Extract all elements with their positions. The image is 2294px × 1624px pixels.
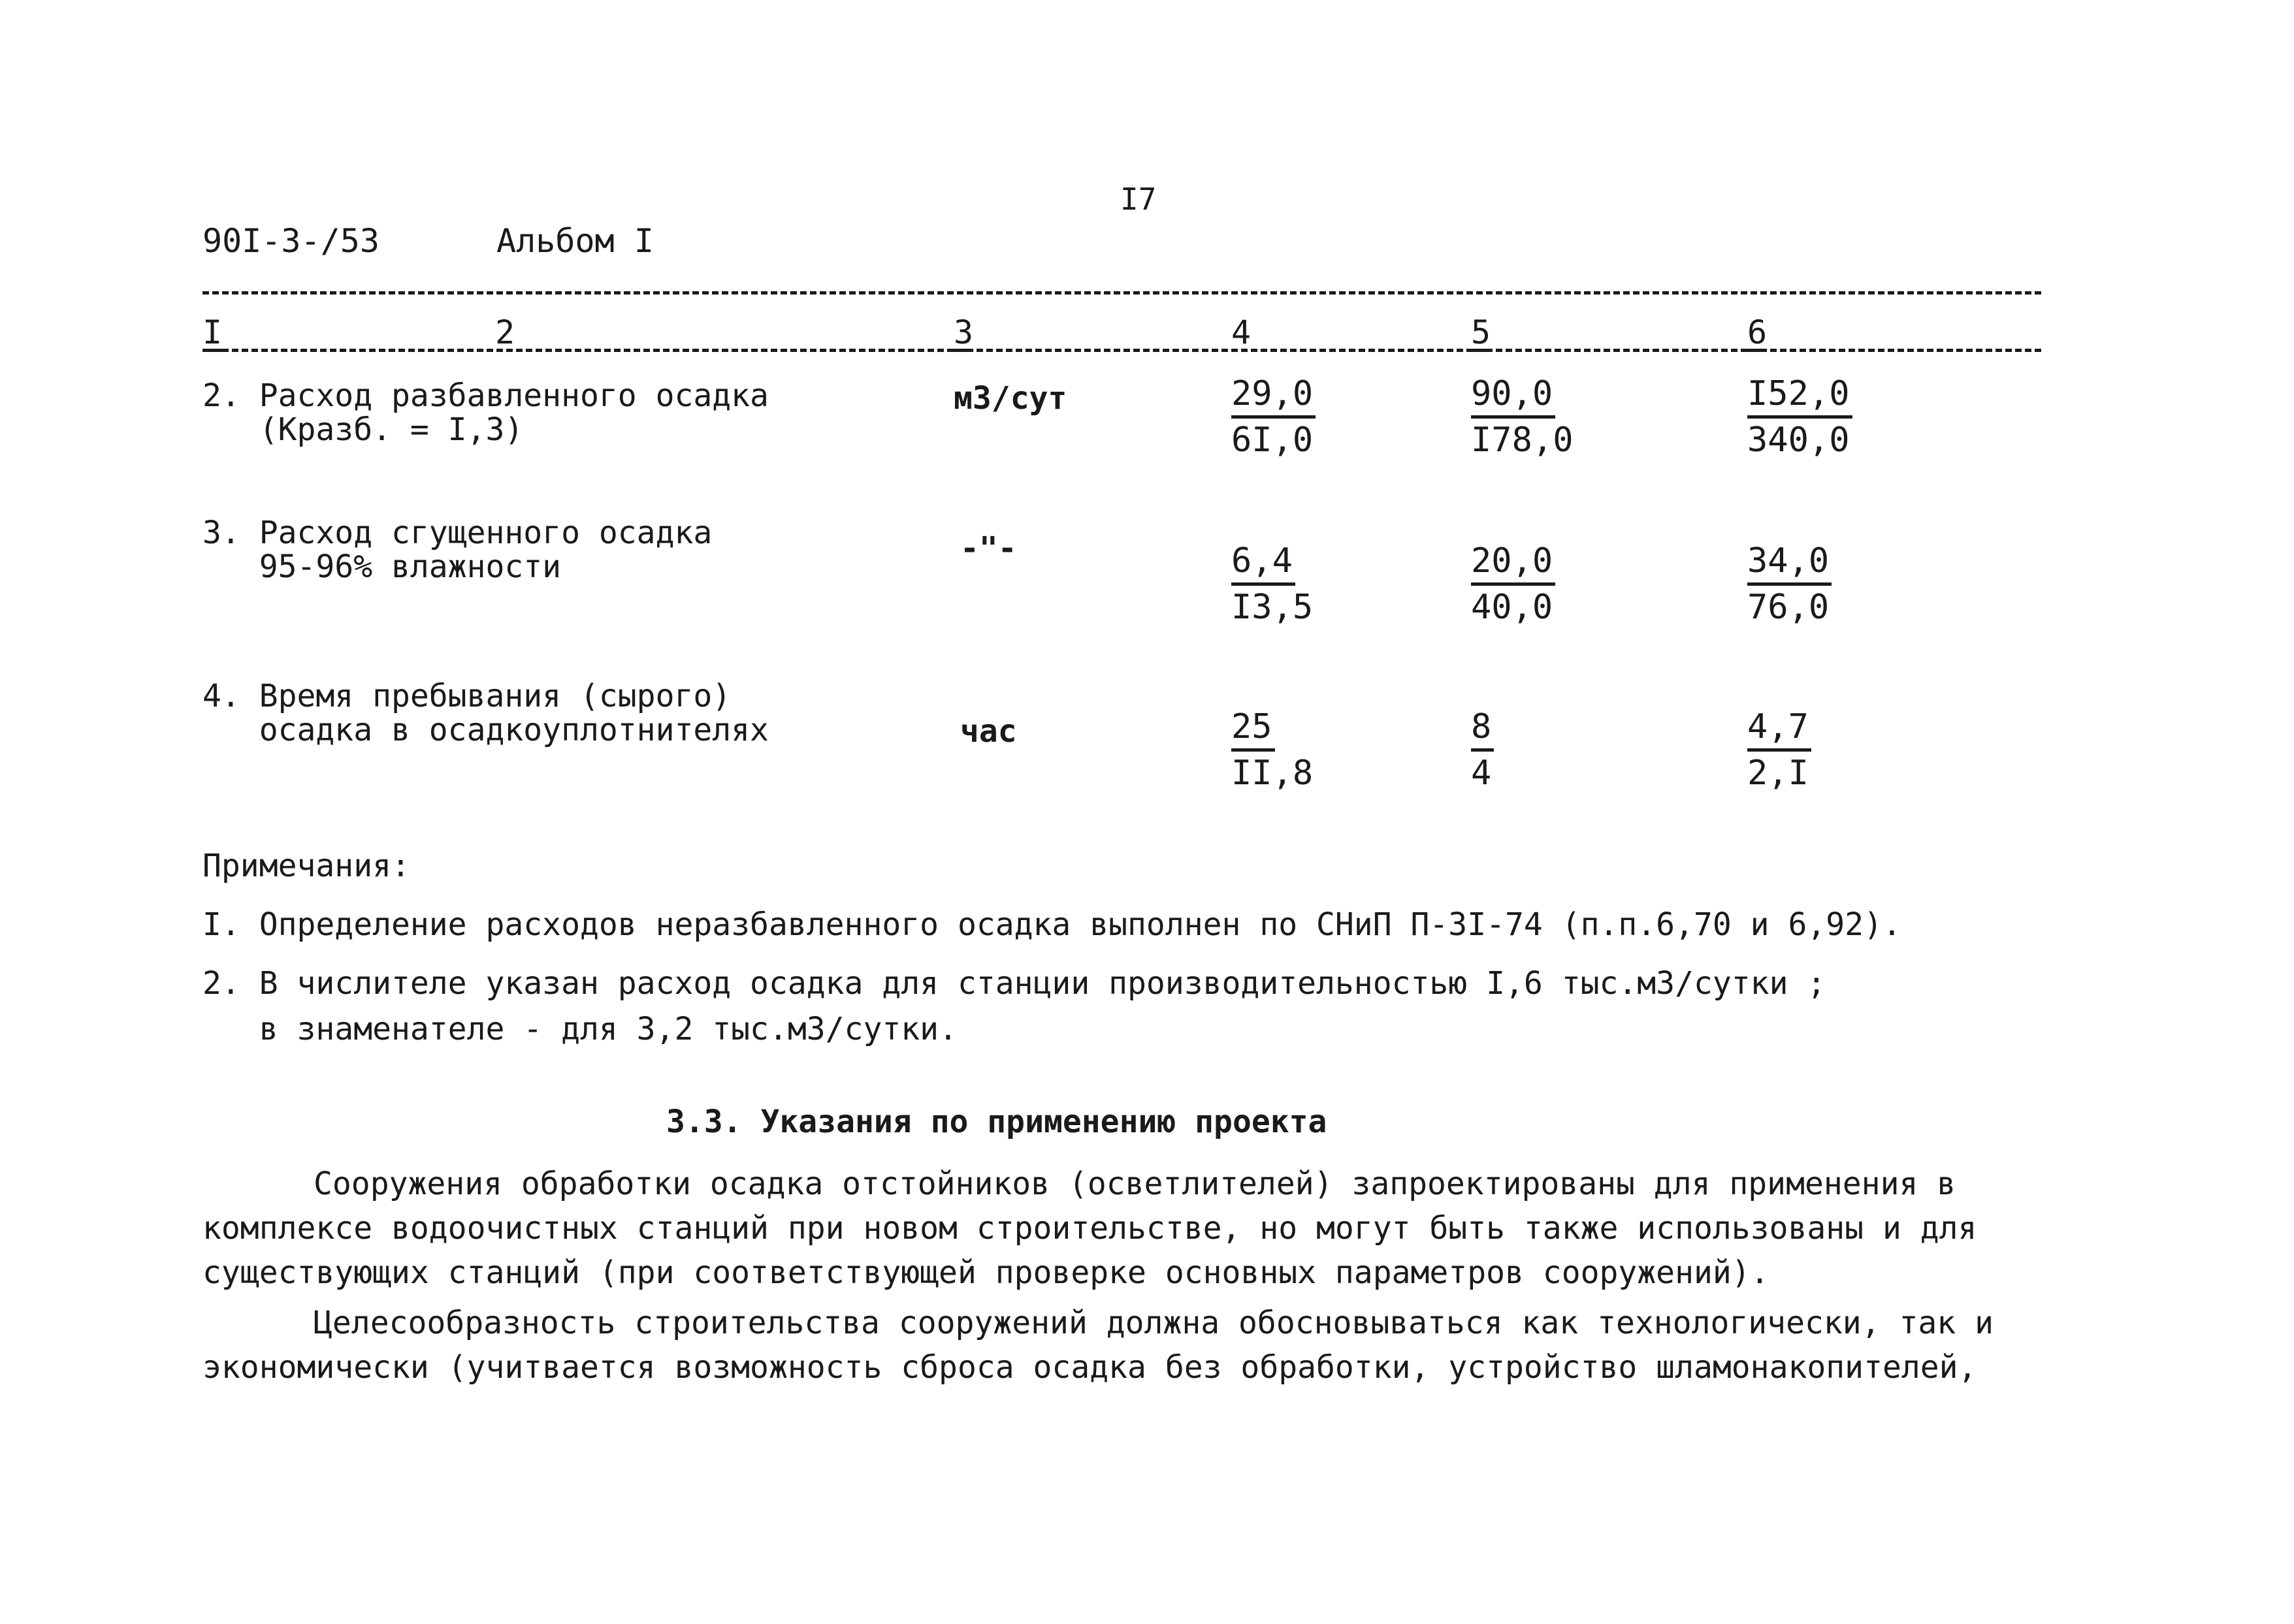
table-row-3-col5: $\frac{8}{4}$	[1471, 705, 1494, 795]
table-row-2-col4: $\frac{6,4}{I3,5}$	[1231, 539, 1313, 629]
column-number-1: I	[202, 313, 223, 351]
column-number-3: 3	[954, 313, 974, 351]
table-row-1-desc: 2. Расход разбавленного осадка (Кразб. = I,3)	[202, 377, 769, 448]
table-row-3-col4: $\frac{25}{II,8}$	[1231, 705, 1313, 795]
column-number-6: 6	[1747, 313, 1768, 351]
table-row-1-unit: м3/сут	[954, 380, 1067, 417]
table-row-1-col6: $\frac{I52,0}{340,0}$	[1747, 372, 1852, 462]
table-row-1-col4: $\frac{29,0}{6I,0}$	[1231, 372, 1316, 462]
paragraph-2-line-1: Целесообразность строительства сооружений должна обосновываться как технологически, так и	[314, 1305, 1994, 1341]
paragraph-1-line-2: комплексе водоочистных станций при новом строительстве, но могут быть также использованы и для	[202, 1210, 1977, 1247]
paragraph-1-line-3: существующих станций (при соответствующей проверке основных параметров сооружений).	[202, 1254, 1769, 1291]
note-2: 2. В числителе указан расход осадка для станции производительностью I,6 тыс.м3/сутки ;	[202, 965, 1826, 1002]
section-title: 3.3. Указания по применению проекта	[666, 1104, 1327, 1140]
table-row-2-unit: -"-	[960, 530, 1017, 567]
table-row-3-desc: 4. Время пребывания (сырого) осадка в осадкоуплотнителях	[202, 678, 769, 748]
paragraph-2-line-2: экономически (учитвается возможность сброса осадка без обработки, устройство шламонакопителей,	[202, 1349, 1977, 1386]
column-number-4: 4	[1231, 313, 1252, 351]
table-row-3-unit: час	[960, 713, 1017, 750]
column-number-5: 5	[1471, 313, 1491, 351]
table-top-rule	[202, 291, 2041, 295]
album-label: Альбом I	[496, 222, 654, 260]
note-2-continuation: в знаменателе - для 3,2 тыс.м3/сутки.	[202, 1011, 958, 1047]
table-row-2-col6: $\frac{34,0}{76,0}$	[1747, 539, 1832, 629]
note-1: I. Определение расходов неразбавленного осадка выполнен по СНиП П-3I-74 (п.п.6,70 и 6,92).	[202, 906, 1901, 943]
notes-title: Примечания:	[202, 848, 410, 884]
table-row-2-col5: $\frac{20,0}{40,0}$	[1471, 539, 1555, 629]
paragraph-1-line-1: Сооружения обработки осадка отстойников (осветлителей) запроектированы для применения в	[314, 1166, 1956, 1202]
table-row-2-desc: 3. Расход сгущенного осадка 95-96% влажности	[202, 515, 713, 585]
column-number-2: 2	[495, 313, 515, 351]
table-row-1-col5: $\frac{90,0}{I78,0}$	[1471, 372, 1574, 462]
table-row-3-col6: $\frac{4,7}{2,I}$	[1747, 705, 1811, 795]
page-number: I7	[1120, 182, 1157, 217]
document-code: 90I-3-/53	[202, 222, 380, 260]
